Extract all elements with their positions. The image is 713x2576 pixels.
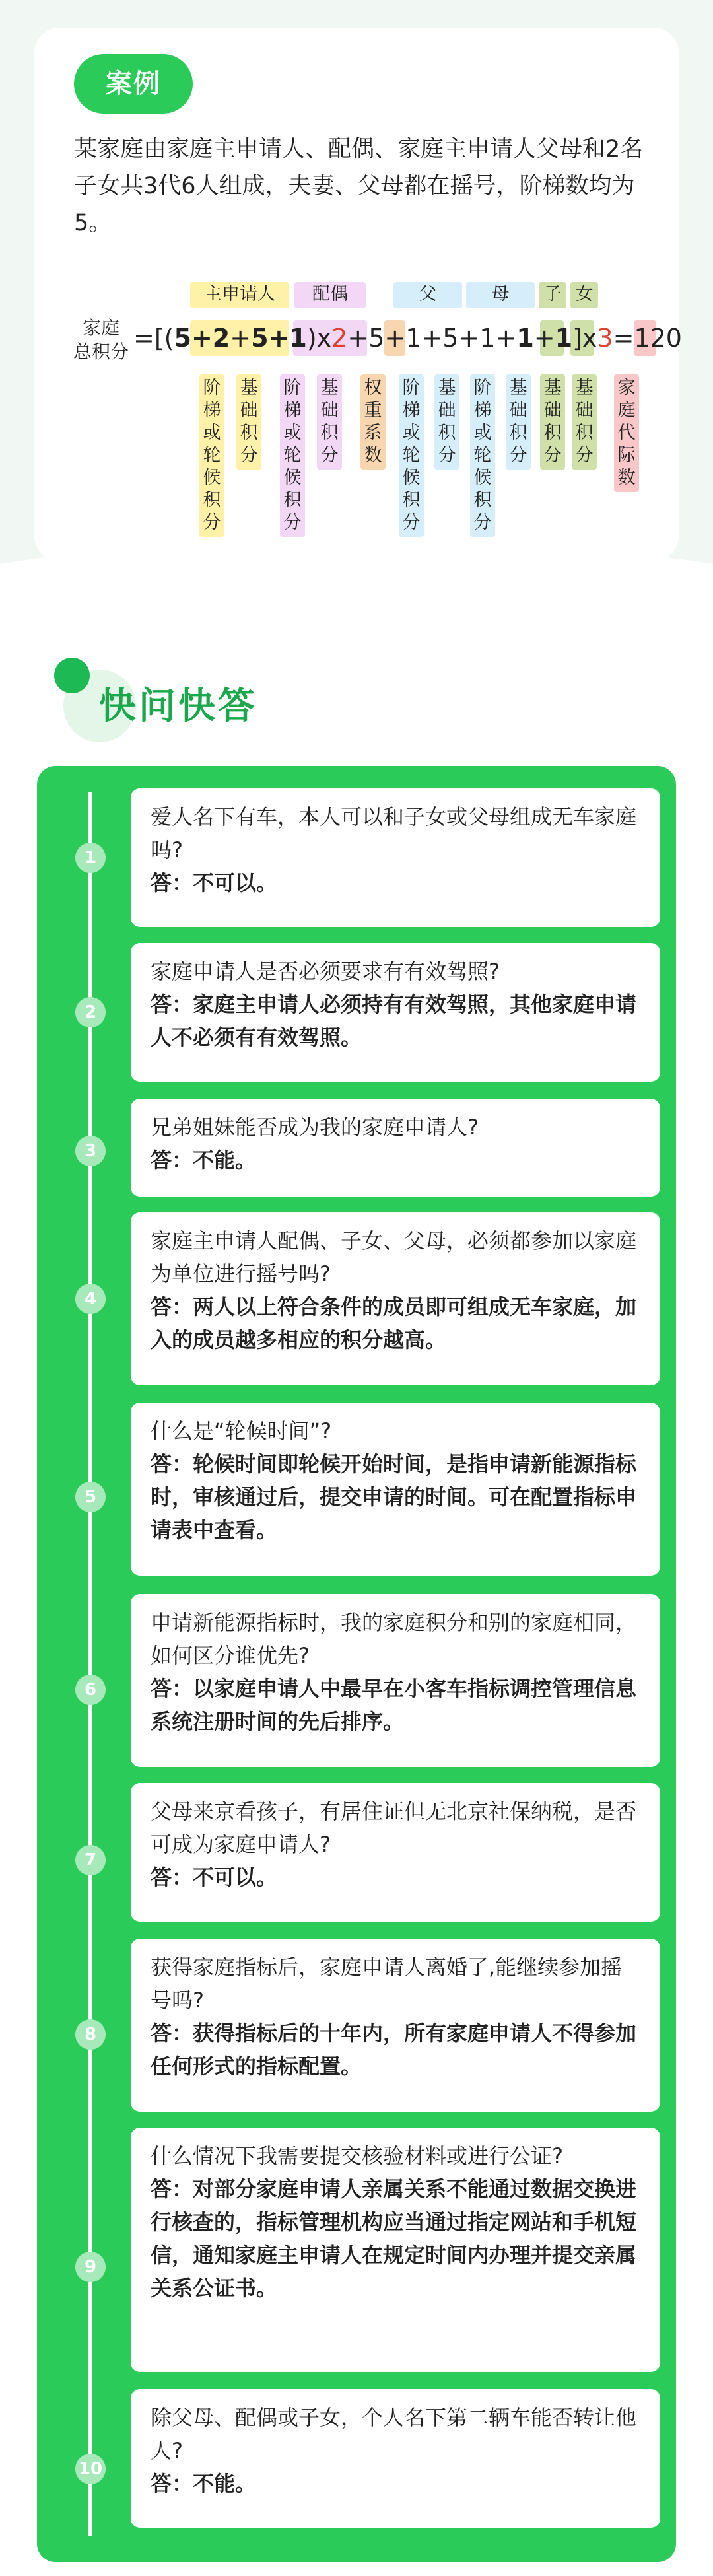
qa-card bbox=[131, 1939, 660, 2112]
formula-token: 1 bbox=[479, 324, 496, 353]
vlabel-mother-ladder: 阶梯或轮候积分 bbox=[470, 374, 495, 537]
qa-panel bbox=[37, 766, 676, 2562]
role-child-daughter: 女 bbox=[575, 284, 594, 304]
formula-token: 5 bbox=[174, 324, 191, 353]
formula-token: + bbox=[384, 324, 406, 353]
question-text: 什么是“轮候时间”? bbox=[151, 1418, 332, 1444]
role-child-son: 子 bbox=[543, 284, 562, 304]
vlabel-spouse-ladder: 阶梯或轮候积分 bbox=[280, 374, 305, 537]
formula-token: + bbox=[230, 324, 252, 353]
title-dot-icon bbox=[54, 658, 90, 693]
question-number: 6 bbox=[75, 1675, 106, 1705]
formula-token: 2 bbox=[212, 324, 230, 353]
vlabel-weight: 权重系数 bbox=[360, 374, 386, 470]
formula-token: =[( bbox=[133, 324, 174, 353]
vlabel-son-base: 基础积分 bbox=[540, 374, 565, 470]
question-text: 获得家庭指标后，家庭申请人离婚了,能继续参加摇号吗? bbox=[151, 1955, 623, 2013]
question-text: 除父母、配偶或子女，个人名下第二辆车能否转让他人? bbox=[151, 2405, 637, 2463]
answer-text: 答：两人以上符合条件的成员即可组成无车家庭，加入的成员越多相应的积分越高。 bbox=[151, 1294, 637, 1352]
answer-text: 答：轮候时间即轮候开始时间，是指申请新能源指标时，审核通过后，提交申请的时间。可在配置指标申请表中查看。 bbox=[151, 1451, 637, 1543]
case-description: 某家庭由家庭主申请人、配偶、家庭主申请人父母和2名子女共3代6人组成，夫妻、父母都在摇号，阶梯数均为5。 bbox=[74, 136, 644, 236]
formula-token: )x bbox=[306, 324, 332, 353]
question-text: 家庭申请人是否必须要求有有效驾照? bbox=[151, 959, 500, 984]
formula-label-line1: 家庭 bbox=[82, 317, 119, 339]
question-text: 父母来京看孩子，有居住证但无北京社保纳税，是否可成为家庭申请人? bbox=[151, 1799, 637, 1857]
answer-text: 答：家庭主申请人必须持有有效驾照，其他家庭申请人不必须有有效驾照。 bbox=[151, 992, 637, 1050]
vlabel-daughter-base: 基础积分 bbox=[572, 374, 597, 470]
formula-label bbox=[58, 316, 144, 364]
question-number: 8 bbox=[75, 2019, 106, 2050]
formula-token: + bbox=[191, 324, 213, 353]
formula-token: =120 bbox=[613, 324, 682, 353]
formula-token: 1 bbox=[405, 324, 422, 353]
formula-token: ]x bbox=[572, 324, 597, 353]
qa-card bbox=[131, 943, 660, 1082]
case-card bbox=[34, 28, 682, 561]
qa-card bbox=[131, 1403, 660, 1576]
role-main-applicant: 主申请人 bbox=[204, 284, 275, 304]
formula-token: + bbox=[533, 324, 555, 353]
formula-token: + bbox=[347, 324, 369, 353]
vlabel-main-base: 基础积分 bbox=[236, 374, 261, 470]
formula-token: + bbox=[458, 324, 480, 353]
formula-token: 5 bbox=[251, 324, 269, 353]
formula-token: 2 bbox=[331, 324, 348, 353]
question-number: 1 bbox=[75, 843, 106, 873]
answer-text: 答：以家庭申请人中最早在小客车指标调控管理信息系统注册时间的先后排序。 bbox=[151, 1676, 637, 1734]
formula-token: 5 bbox=[368, 324, 385, 353]
question-text: 兄弟姐妹能否成为我的家庭申请人? bbox=[151, 1115, 479, 1140]
qa-card bbox=[131, 1212, 660, 1385]
qa-card bbox=[131, 788, 660, 927]
answer-text: 答：获得指标后的十年内，所有家庭申请人不得参加任何形式的指标配置。 bbox=[151, 2021, 637, 2079]
question-number: 7 bbox=[75, 1845, 106, 1875]
score-formula bbox=[34, 275, 682, 553]
qa-card bbox=[131, 2128, 660, 2372]
qa-card bbox=[131, 1594, 660, 1767]
qa-card bbox=[131, 1099, 660, 1197]
role-mother: 母 bbox=[491, 284, 510, 304]
question-number: 9 bbox=[75, 2252, 106, 2282]
qa-card bbox=[131, 1783, 660, 1922]
answer-text: 答：不可以。 bbox=[151, 870, 278, 895]
vlabel-father-ladder: 阶梯或轮候积分 bbox=[399, 374, 424, 537]
answer-text: 答：不能。 bbox=[151, 2471, 257, 2496]
qa-section-title: 快问快答 bbox=[99, 685, 257, 728]
qa-card bbox=[131, 2389, 660, 2528]
formula-token: + bbox=[495, 324, 517, 353]
question-number: 10 bbox=[75, 2454, 106, 2484]
formula-token: + bbox=[421, 324, 443, 353]
vlabel-spouse-base: 基础积分 bbox=[317, 374, 342, 470]
question-number: 5 bbox=[75, 1482, 106, 1512]
vlabel-father-base: 基础积分 bbox=[434, 374, 459, 470]
formula-token: 3 bbox=[597, 324, 613, 353]
question-number: 2 bbox=[75, 997, 106, 1027]
formula-token: 1 bbox=[289, 324, 307, 353]
formula-token: 5 bbox=[442, 324, 459, 353]
formula-token: + bbox=[268, 324, 290, 353]
answer-text: 答：不能。 bbox=[151, 1148, 257, 1173]
question-text: 什么情况下我需要提交核验材料或进行公证? bbox=[151, 2143, 563, 2169]
answer-text: 答：不可以。 bbox=[151, 1865, 278, 1890]
formula-token: 1 bbox=[555, 324, 573, 353]
question-number: 3 bbox=[75, 1136, 106, 1166]
case-badge: 案例 bbox=[74, 54, 193, 114]
vlabel-mother-base: 基础积分 bbox=[506, 374, 531, 470]
question-text: 家庭主申请人配偶、子女、父母，必须都参加以家庭为单位进行摇号吗? bbox=[151, 1228, 637, 1286]
formula-label-line2: 总积分 bbox=[73, 341, 129, 363]
vlabel-main-ladder: 阶梯或轮候积分 bbox=[199, 374, 224, 537]
answer-text: 答：对部分家庭申请人亲属关系不能通过数据交换进行核查的，指标管理机构应当通过指定网站和手机短信，通知家庭主申请人在规定时间内办理并提交亲属关系公证书。 bbox=[151, 2176, 637, 2301]
question-text: 申请新能源指标时，我的家庭积分和别的家庭相同，如何区分谁优先? bbox=[151, 1610, 637, 1668]
formula-expression bbox=[133, 320, 682, 356]
vlabel-generation: 家庭代际数 bbox=[614, 374, 639, 492]
role-spouse: 配偶 bbox=[312, 284, 348, 304]
role-father: 父 bbox=[419, 284, 437, 304]
question-text: 爱人名下有车，本人可以和子女或父母组成无车家庭吗? bbox=[151, 804, 637, 862]
formula-token: 1 bbox=[516, 324, 534, 353]
question-number: 4 bbox=[75, 1284, 106, 1314]
